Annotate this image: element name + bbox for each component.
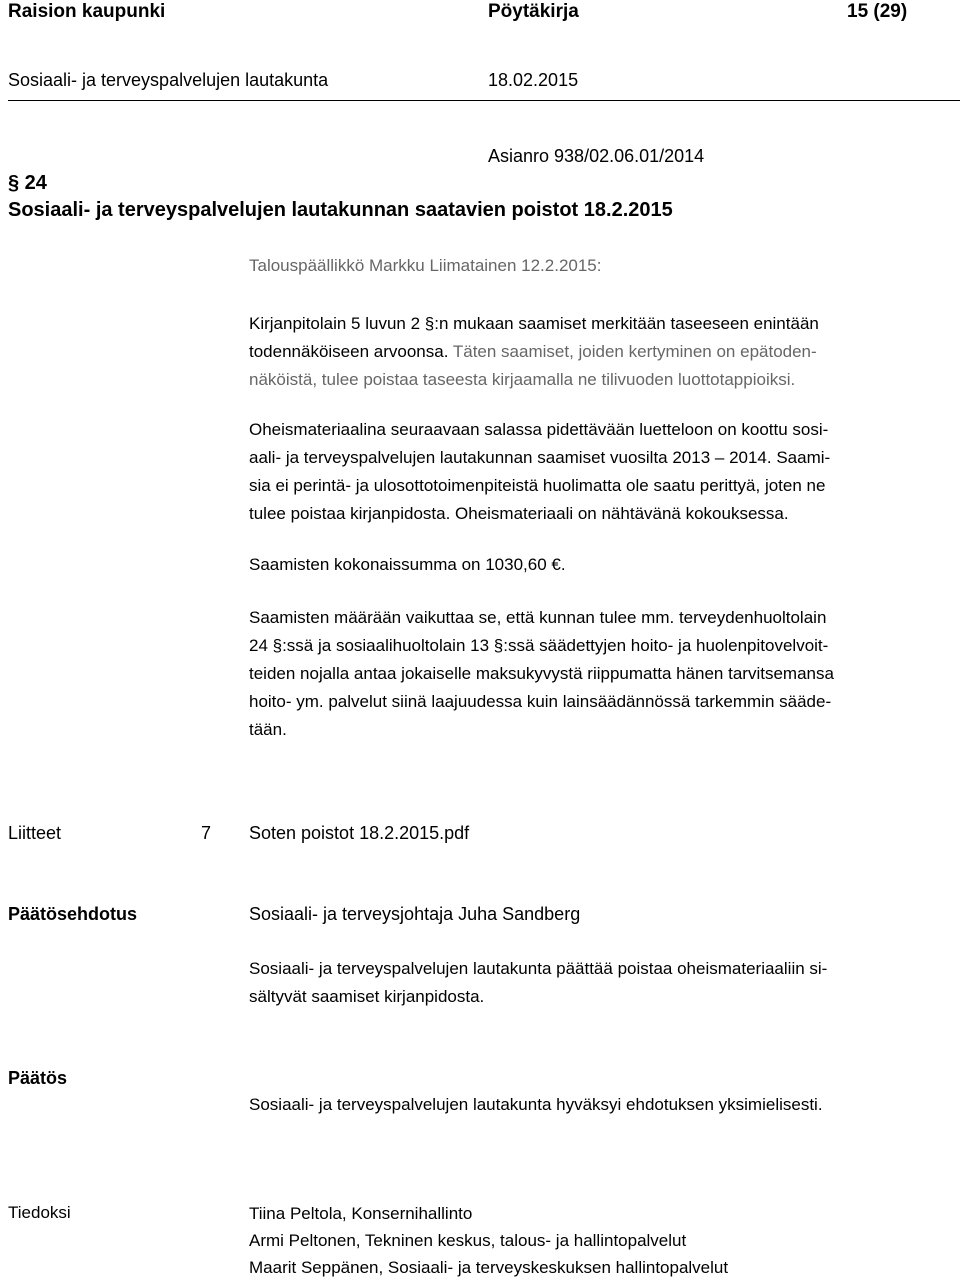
paragraph-line: Saamisten määrään vaikuttaa se, että kunnan tulee mm. terveydenhuoltolain	[249, 608, 827, 627]
recipient: Maarit Seppänen, Sosiaali- ja terveyskeskuksen hallintopalvelut	[249, 1258, 729, 1277]
section-number: § 24	[8, 172, 47, 194]
document-type: Pöytäkirja	[488, 1, 579, 22]
proposal-label: Päätösehdotus	[8, 904, 138, 924]
paragraph-total-sum	[249, 551, 566, 579]
proposer: Sosiaali- ja terveysjohtaja Juha Sandberg	[249, 904, 581, 924]
paragraph-line: Kirjanpitolain 5 luvun 2 §:n mukaan saamiset merkitään taseeseen enintään	[249, 314, 819, 333]
paragraph-line: aali- ja terveyspalvelujen lautakunnan saamiset vuosilta 2013 – 2014. Saami-	[249, 448, 831, 467]
paragraph-service-obligation	[249, 604, 834, 744]
recipient: Tiina Peltola, Konsernihallinto	[249, 1204, 473, 1223]
paragraph-line: Oheismateriaalina seuraavaan salassa pidettävään luetteloon on koottu sosi-	[249, 420, 829, 439]
paragraph-line: todennäköiseen arvoonsa. Täten saamiset, joiden kertyminen on epätoden-	[249, 342, 817, 361]
paragraph-line: sia ei perintä- ja ulosottotoimenpiteistä huolimatta ole saatu perittyä, joten ne	[249, 476, 826, 495]
decision-text: Sosiaali- ja terveyspalvelujen lautakunta hyväksyi ehdotuksen yksimielisesti.	[249, 1095, 823, 1114]
paragraph-line: hoito- ym. palvelut siinä laajuudessa kuin lainsäädännössä tarkemmin sääde-	[249, 692, 832, 711]
info-recipients	[249, 1200, 728, 1281]
case-title: Sosiaali- ja terveyspalvelujen lautakunnan saatavien poistot 18.2.2015	[8, 199, 673, 221]
header-divider	[8, 100, 960, 101]
attachments-label: Liitteet	[8, 823, 62, 843]
page-number: 15 (29)	[847, 1, 908, 22]
committee-name: Sosiaali- ja terveyspalvelujen lautakunta	[8, 70, 329, 90]
paragraph-line: tään.	[249, 720, 287, 739]
presenter-line: Talouspäällikkö Markku Liimatainen 12.2.2015:	[249, 256, 602, 275]
paragraph-line: Saamisten kokonaissumma on 1030,60 €.	[249, 555, 566, 574]
meeting-date: 18.02.2015	[488, 70, 579, 90]
paragraph-line: näköistä, tulee poistaa taseesta kirjaamalla ne tilivuoden luottotappioiksi.	[249, 370, 796, 389]
paragraph-accounting-law	[249, 310, 819, 394]
case-number: Asianro 938/02.06.01/2014	[488, 146, 705, 166]
attachment-number: 7	[201, 823, 212, 843]
decision-label: Päätös	[8, 1068, 68, 1088]
paragraph-line: 24 §:ssä ja sosiaalihuoltolain 13 §:ssä säädettyjen hoito- ja huolenpitovelvoit-	[249, 636, 829, 655]
paragraph-attachment-list	[249, 416, 830, 528]
paragraph-line: teiden nojalla antaa jokaiselle maksukyvystä riippumatta hänen tarvitsemansa	[249, 664, 834, 683]
paragraph-line: tulee poistaa kirjanpidosta. Oheismateriaali on nähtävänä kokouksessa.	[249, 504, 789, 523]
city-name: Raision kaupunki	[8, 1, 166, 22]
proposal-text	[249, 955, 827, 1011]
attachment-file-link[interactable]: Soten poistot 18.2.2015.pdf	[249, 823, 470, 843]
paragraph-line: sältyvät saamiset kirjanpidosta.	[249, 987, 485, 1006]
recipient: Armi Peltonen, Tekninen keskus, talous- ja hallintopalvelut	[249, 1231, 687, 1250]
paragraph-line: Sosiaali- ja terveyspalvelujen lautakunta päättää poistaa oheismateriaaliin si-	[249, 959, 828, 978]
info-label: Tiedoksi	[8, 1203, 71, 1222]
